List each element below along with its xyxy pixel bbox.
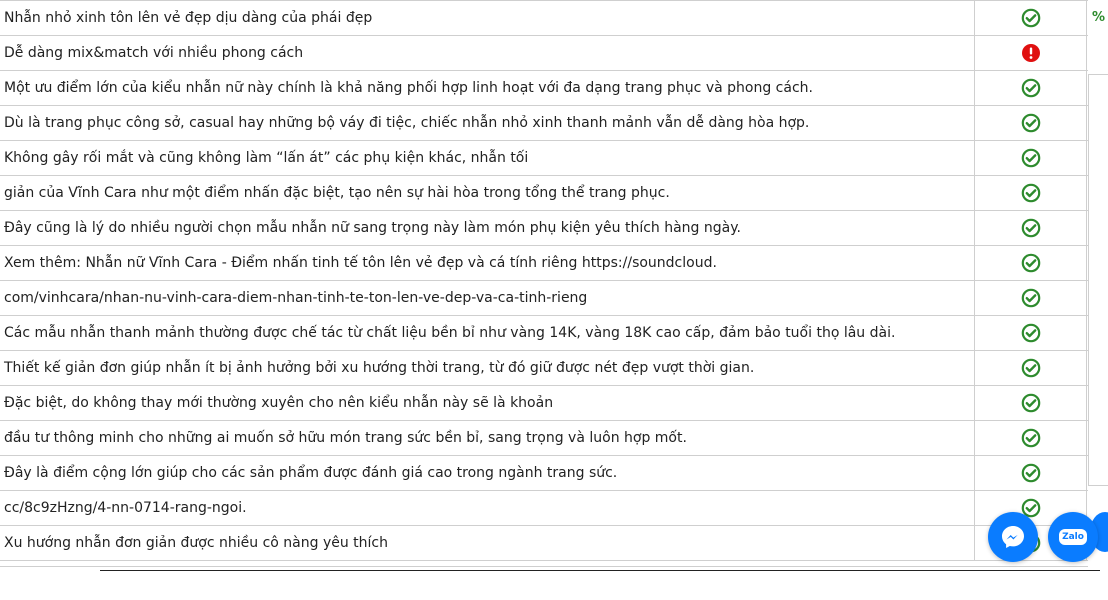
row-status (975, 176, 1087, 210)
row-status (975, 421, 1087, 455)
row-text: Một ưu điểm lớn của kiểu nhẫn nữ này chính là khả năng phối hợp linh hoạt với đa dạng trang phục và phong cách. (0, 71, 975, 105)
row-text: Xu hướng nhẫn đơn giản được nhiều cô nàng yêu thích (0, 526, 975, 560)
table-bottom-border (0, 566, 1088, 567)
row-status (975, 456, 1087, 490)
check-circle-icon (1021, 393, 1041, 413)
row-text: Dù là trang phục công sở, casual hay những bộ váy đi tiệc, chiếc nhẫn nhỏ xinh thanh mảnh vẫn dễ dàng hòa hợp. (0, 106, 975, 140)
table-row (0, 1, 1088, 36)
row-status (975, 106, 1087, 140)
check-circle-icon (1021, 253, 1041, 273)
table-row (0, 141, 1088, 176)
row-text: Các mẫu nhẫn thanh mảnh thường được chế tác từ chất liệu bền bỉ như vàng 14K, vàng 18K cao cấp, đảm bảo tuổi thọ lâu dài. (0, 316, 975, 350)
check-circle-icon (1021, 358, 1041, 378)
row-text: đầu tư thông minh cho những ai muốn sở hữu món trang sức bền bỉ, sang trọng và luôn hợp mốt. (0, 421, 975, 455)
row-status (975, 71, 1087, 105)
table-row (0, 316, 1088, 351)
row-status (975, 211, 1087, 245)
table-row (0, 246, 1088, 281)
check-circle-icon (1021, 323, 1041, 343)
messenger-icon (999, 523, 1027, 551)
row-status (975, 36, 1087, 70)
messenger-button[interactable] (988, 512, 1038, 562)
table-row (0, 106, 1088, 141)
row-text: Xem thêm: Nhẫn nữ Vĩnh Cara - Điểm nhấn tinh tế tôn lên vẻ đẹp và cá tính riêng https://soundcloud. (0, 246, 975, 280)
table-row (0, 421, 1088, 456)
row-text: giản của Vĩnh Cara như một điểm nhấn đặc biệt, tạo nên sự hài hòa trong tổng thể trang phục. (0, 176, 975, 210)
row-text: Đây là điểm cộng lớn giúp cho các sản phẩm được đánh giá cao trong ngành trang sức. (0, 456, 975, 490)
check-circle-icon (1021, 288, 1041, 308)
table-row (0, 71, 1088, 106)
table-row (0, 281, 1088, 316)
row-text: Đặc biệt, do không thay mới thường xuyên cho nên kiểu nhẫn này sẽ là khoản (0, 386, 975, 420)
check-circle-icon (1021, 183, 1041, 203)
bottom-divider (100, 570, 1100, 571)
zalo-label: Zalo (1059, 529, 1087, 545)
check-circle-icon (1021, 78, 1041, 98)
row-text: Dễ dàng mix&match với nhiều phong cách (0, 36, 975, 70)
row-text: Thiết kế giản đơn giúp nhẫn ít bị ảnh hưởng bởi xu hướng thời trang, từ đó giữ được nét đẹp vượt thời gian. (0, 351, 975, 385)
table-row (0, 36, 1088, 71)
zalo-button[interactable] (1048, 512, 1098, 562)
check-circle-icon (1021, 463, 1041, 483)
check-circle-icon (1021, 218, 1041, 238)
row-status (975, 386, 1087, 420)
row-status (975, 351, 1087, 385)
row-text: com/vinhcara/nhan-nu-vinh-cara-diem-nhan-tinh-te-ton-len-ve-dep-va-ca-tinh-rieng (0, 281, 975, 315)
side-column-frame (1088, 74, 1108, 486)
table-row (0, 456, 1088, 491)
check-circle-icon (1021, 428, 1041, 448)
row-status (975, 281, 1087, 315)
row-status (975, 246, 1087, 280)
table-row (0, 351, 1088, 386)
alert-circle-icon (1021, 43, 1041, 63)
row-status (975, 316, 1087, 350)
table-row (0, 211, 1088, 246)
table-row (0, 491, 1088, 526)
row-status (975, 1, 1087, 35)
row-text: Không gây rối mắt và cũng không làm “lấn át” các phụ kiện khác, nhẫn tối (0, 141, 975, 175)
table-row (0, 386, 1088, 421)
check-circle-icon (1021, 113, 1041, 133)
table-row (0, 526, 1088, 561)
row-text: cc/8c9zHzng/4-nn-0714-rang-ngoi. (0, 491, 975, 525)
table-row (0, 176, 1088, 211)
row-status (975, 141, 1087, 175)
check-circle-icon (1021, 148, 1041, 168)
percent-label: % (1092, 10, 1106, 25)
row-text: Nhẫn nhỏ xinh tôn lên vẻ đẹp dịu dàng của phái đẹp (0, 1, 975, 35)
row-text: Đây cũng là lý do nhiều người chọn mẫu nhẫn nữ sang trọng này làm món phụ kiện yêu thích hàng ngày. (0, 211, 975, 245)
check-circle-icon (1021, 8, 1041, 28)
